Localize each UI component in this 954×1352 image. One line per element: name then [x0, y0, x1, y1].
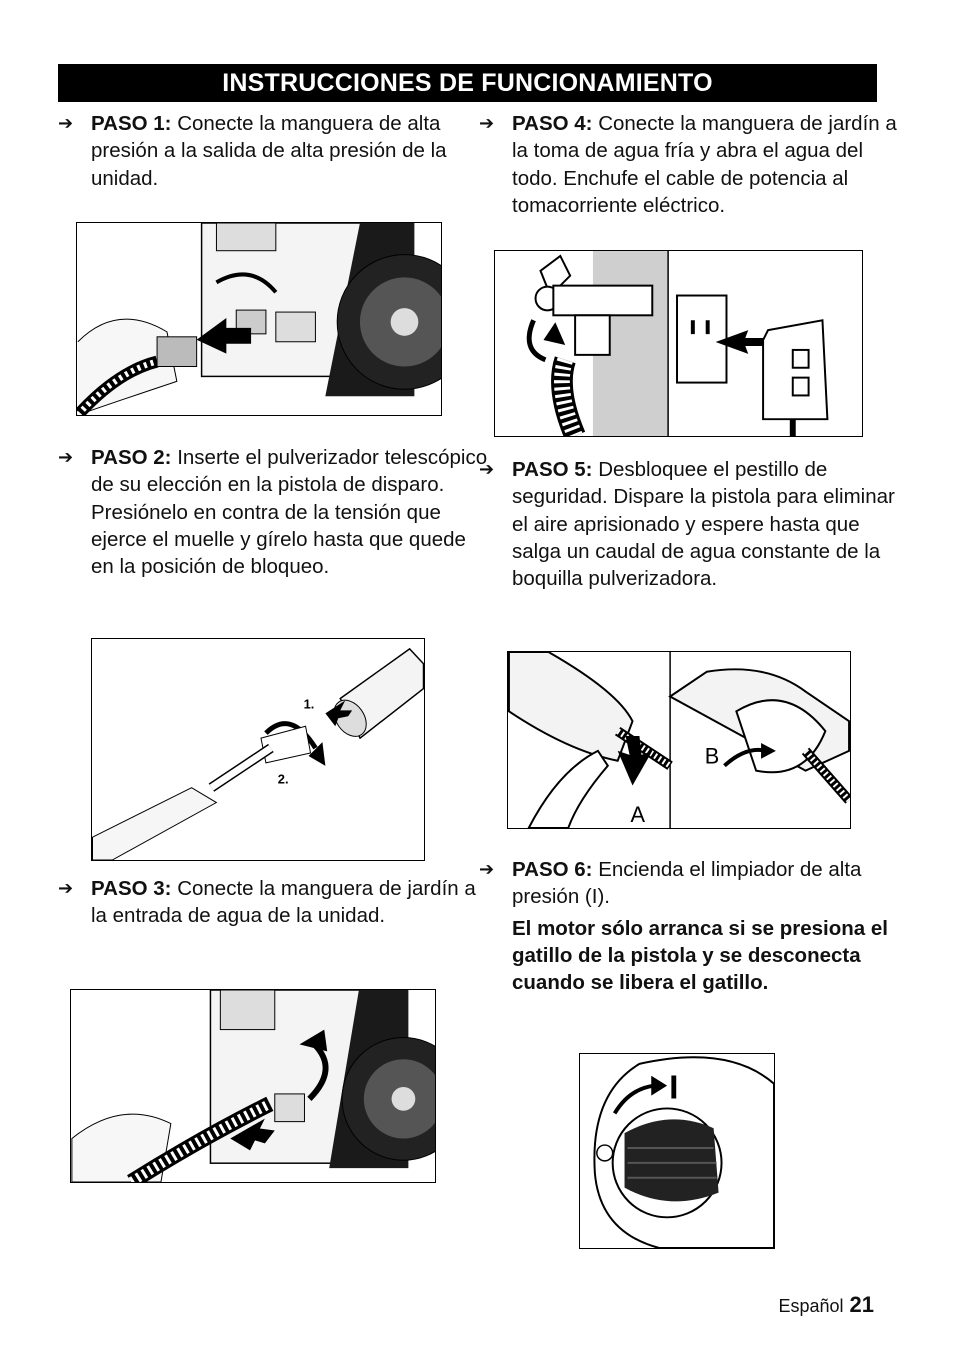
arrow-right-icon: ➔	[58, 113, 74, 133]
garden-hose-inlet-illustration	[71, 990, 435, 1182]
power-switch-illustration	[580, 1054, 774, 1248]
step-2-label: PASO 2:	[91, 446, 172, 469]
footer-language: Español	[778, 1296, 844, 1316]
step-2-callout-2: 2.	[277, 771, 289, 787]
step-2-text: Inserte el pulverizador telescópico de su elección en la pistola de disparo. Presiónelo en contra de la tensión que ejerce el muelle y gírelo hasta que quede en la posición de bloqueo.	[91, 446, 488, 579]
spray-lance-illustration	[92, 639, 424, 860]
step-3	[58, 875, 491, 930]
trigger-gun-illustration	[508, 652, 850, 828]
figure-step-5	[507, 651, 851, 829]
hose-connection-illustration	[77, 223, 441, 415]
step-4-text: Conecte la manguera de jardín a la toma de agua fría y abra el agua del todo. Enchufe el cable de potencia al tomacorriente eléctrico.	[512, 112, 897, 217]
arrow-right-icon: ➔	[479, 459, 495, 479]
step-2-callout-1: 1.	[303, 696, 315, 712]
faucet-and-outlet-illustration	[495, 251, 862, 436]
step-5-callout-a: A	[630, 802, 646, 828]
step-1-label: PASO 1:	[91, 112, 172, 135]
page-footer	[778, 1292, 874, 1318]
figure-step-2	[91, 638, 425, 861]
arrow-right-icon: ➔	[479, 859, 495, 879]
arrow-right-icon: ➔	[58, 878, 74, 898]
switch-on-label: I	[669, 1069, 679, 1107]
step-6-label: PASO 6:	[512, 858, 593, 881]
step-1	[58, 110, 481, 192]
arrow-right-icon: ➔	[58, 447, 74, 467]
figure-step-1	[76, 222, 442, 416]
step-5-label: PASO 5:	[512, 458, 593, 481]
step-4	[479, 110, 912, 219]
step-1-text: Conecte la manguera de alta presión a la salida de alta presión de la unidad.	[91, 112, 447, 190]
step-5	[479, 456, 912, 592]
step-3-label: PASO 3:	[91, 877, 172, 900]
step-6-text: Encienda el limpiador de alta presión (I).	[512, 858, 862, 909]
step-4-label: PASO 4:	[512, 112, 593, 135]
step-6	[479, 856, 912, 996]
step-2	[58, 444, 491, 580]
arrow-right-icon: ➔	[479, 113, 495, 133]
step-5-callout-b: B	[704, 743, 720, 769]
step-3-text: Conecte la manguera de jardín a la entrada de agua de la unidad.	[91, 877, 476, 928]
section-title: INSTRUCCIONES DE FUNCIONAMIENTO	[58, 64, 877, 102]
figure-step-3	[70, 989, 436, 1183]
page-number: 21	[849, 1292, 874, 1317]
step-6-note: El motor sólo arranca si se presiona el gatillo de la pistola y se desconecta cuando se libera el gatillo.	[512, 916, 888, 995]
step-5-text: Desbloquee el pestillo de seguridad. Dispare la pistola para eliminar el aire aprisionado y espere hasta que salga un caudal de agua constante de la boquilla pulverizadora.	[512, 458, 895, 591]
figure-step-6	[579, 1053, 775, 1249]
figure-step-4	[494, 250, 863, 437]
